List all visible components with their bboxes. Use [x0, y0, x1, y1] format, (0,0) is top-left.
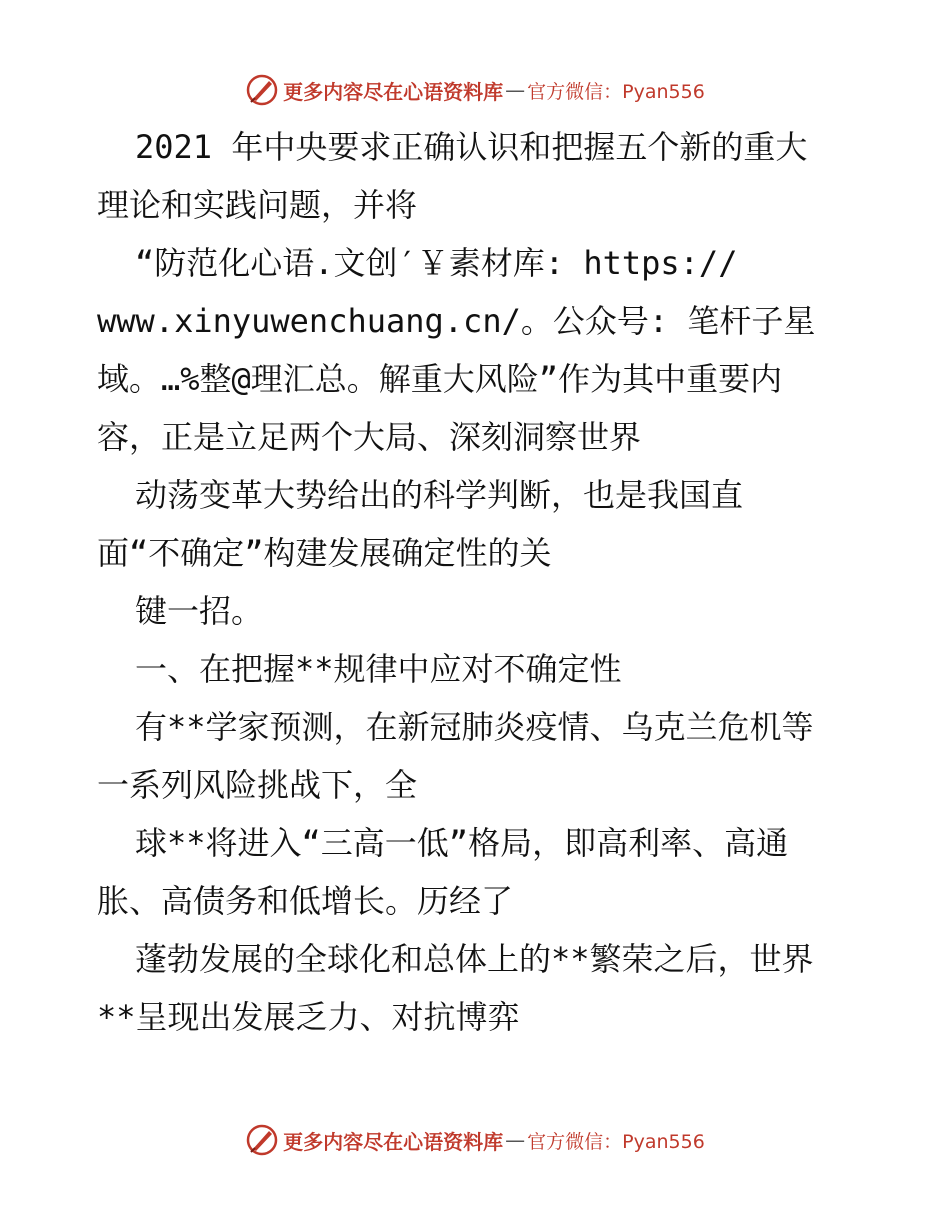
body-line: 面“不确定”构建发展确定性的关 — [97, 534, 552, 572]
body-line: 胀、高债务和低增长。历经了 — [97, 882, 514, 920]
body-line: 容，正是立足两个大局、深刻洞察世界 — [97, 418, 642, 456]
body-line: 一系列风险挑战下，全 — [97, 766, 418, 804]
watermark-separator: — — [505, 78, 526, 102]
body-line: “防范化心语.文创′￥素材库: https:// — [135, 244, 738, 282]
document-body — [97, 118, 857, 1046]
header-watermark — [0, 70, 950, 110]
watermark-site-text: 更多内容尽在心语资料库 — [283, 1129, 504, 1154]
body-line: **呈现出发展乏力、对抗博弈 — [97, 998, 520, 1036]
watermark-separator: — — [505, 1128, 526, 1152]
body-line: 域。…%整@理汇总。解重大风险”作为其中重要内 — [97, 360, 783, 398]
body-line: 球**将进入“三高一低”格局，即高利率、高通 — [135, 824, 789, 862]
body-line: 键一招。 — [135, 592, 264, 630]
body-line: 2021 年中央要求正确认识和把握五个新的重大 — [135, 128, 808, 166]
watermark-wechat-text: 官方微信：Pyan556 — [527, 1130, 705, 1153]
body-line: 蓬勃发展的全球化和总体上的**繁荣之后，世界 — [135, 940, 814, 978]
body-line: 动荡变革大势给出的科学判断，也是我国直 — [135, 476, 744, 514]
watermark-wechat-text: 官方微信：Pyan556 — [527, 80, 705, 103]
quill-pen-logo-icon — [245, 1123, 279, 1157]
body-line: 有**学家预测，在新冠肺炎疫情、乌克兰危机等 — [135, 708, 814, 746]
quill-pen-logo-icon — [245, 73, 279, 107]
section-heading: 一、在把握**规律中应对不确定性 — [135, 650, 622, 688]
body-line: 理论和实践问题，并将 — [97, 186, 418, 224]
watermark-site-text: 更多内容尽在心语资料库 — [283, 79, 504, 104]
footer-watermark — [0, 1120, 950, 1160]
body-line: www.xinyuwenchuang.cn/。公众号: 笔杆子星 — [97, 302, 816, 340]
